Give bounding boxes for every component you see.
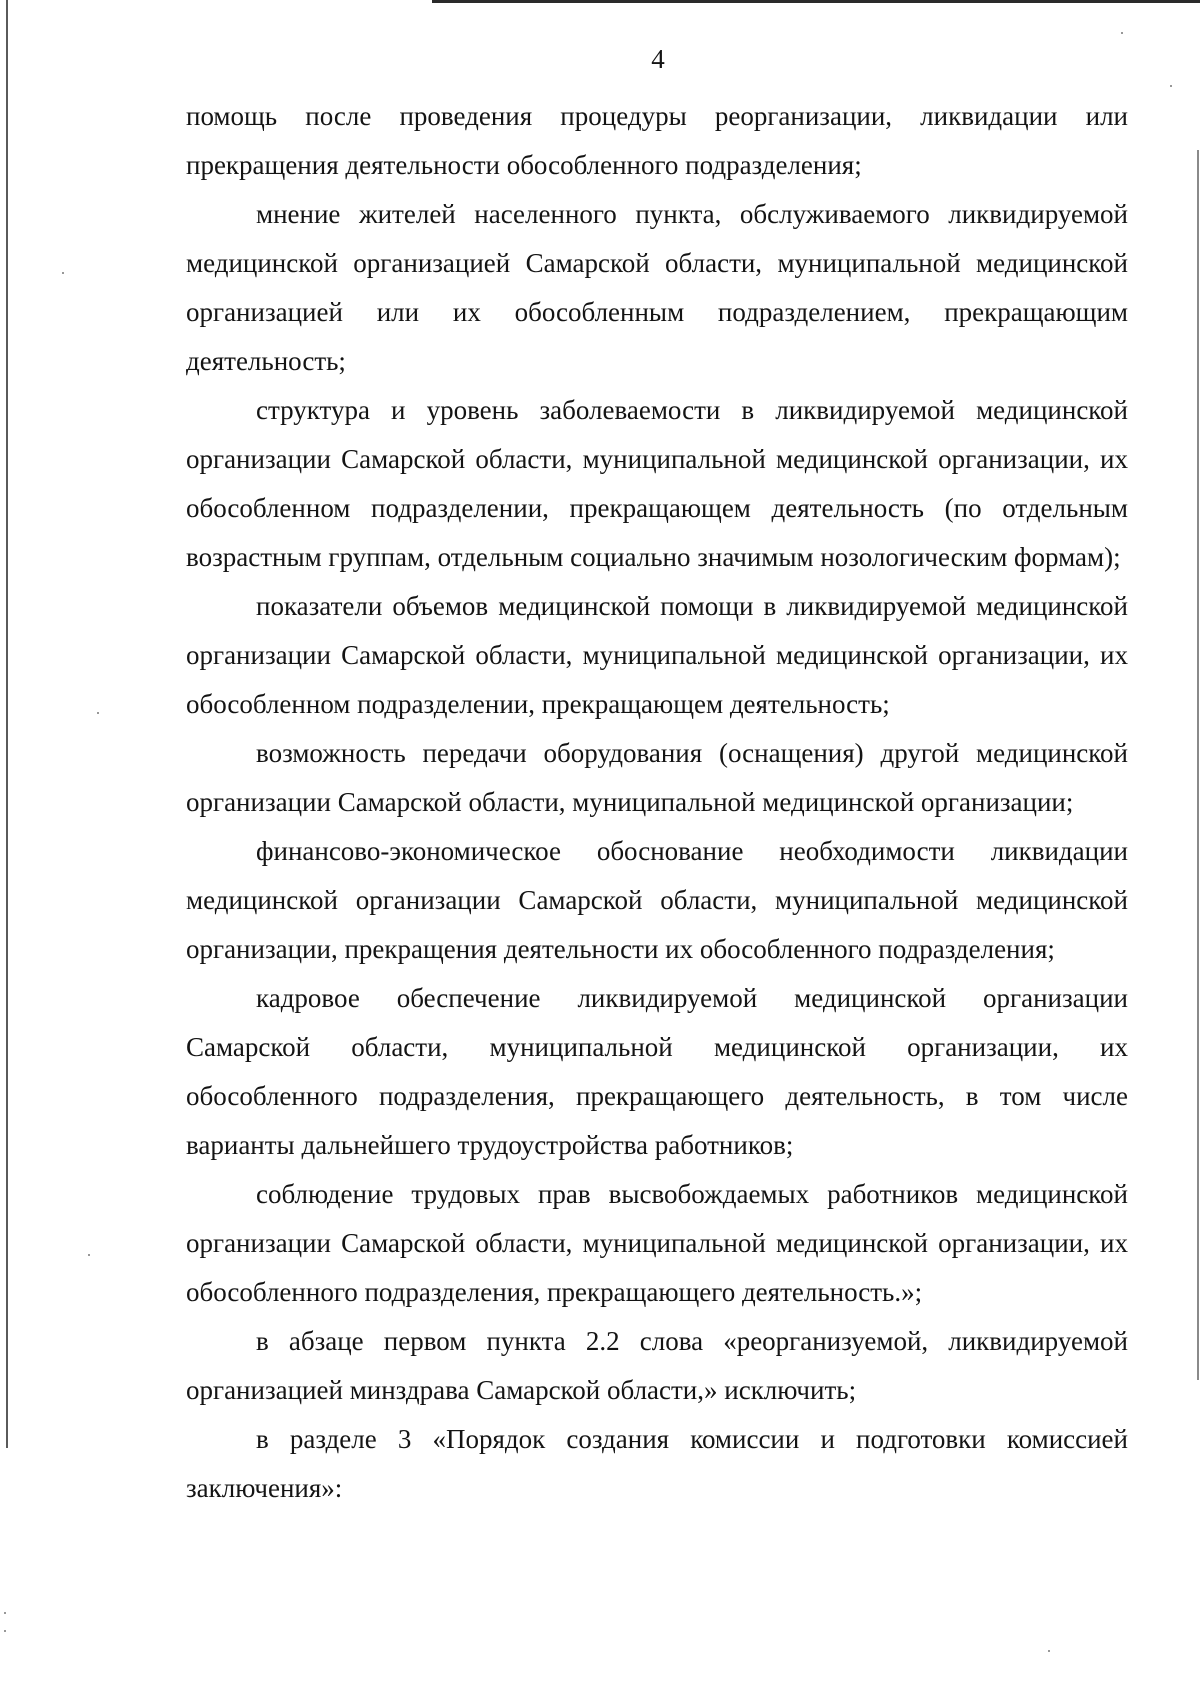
paragraph-care-volume-indicators: показатели объемов медицинской помощи в ликвидируемой медицинской организации Самарской области, муниципальной медицинской организации, их обособленном подразделении, прекращающем деятельность; bbox=[186, 591, 1128, 719]
scan-left-edge bbox=[6, 0, 8, 1448]
scan-speck bbox=[1048, 1650, 1050, 1652]
scan-speck bbox=[4, 1630, 6, 1632]
scan-speck bbox=[1170, 85, 1172, 87]
paragraph-staffing: кадровое обеспечение ликвидируемой медицинской организации Самарской области, муниципальной медицинской организации, их обособленного подразделения, прекращающего деятельность, в том числе варианты дальнейшего трудоустройства работников; bbox=[186, 983, 1128, 1160]
paragraph-section-3-intro: в разделе 3 «Порядок создания комиссии и подготовки комиссией заключения»: bbox=[186, 1424, 1128, 1503]
paragraph-clause-2-2-amendment: в абзаце первом пункта 2.2 слова «реорганизуемой, ликвидируемой организацией минздрава Самарской области,» исключить; bbox=[186, 1326, 1128, 1405]
paragraph-equipment-transfer: возможность передачи оборудования (оснащения) другой медицинской организации Самарской области, муниципальной медицинской организации; bbox=[186, 738, 1128, 817]
scan-speck bbox=[4, 1612, 6, 1614]
paragraph-morbidity-structure: структура и уровень заболеваемости в ликвидируемой медицинской организации Самарской области, муниципальной медицинской организации, их обособленном подразделении, прекращающем деятельность (по отдельным возрастным группам, отдельным социально значимым нозологическим формам); bbox=[186, 395, 1128, 572]
paragraph-labor-rights: соблюдение трудовых прав высвобождаемых работников медицинской организации Самарской области, муниципальной медицинской организации, их обособленного подразделения, прекращающего деятельность.»; bbox=[186, 1179, 1128, 1307]
scan-speck bbox=[62, 272, 64, 274]
scan-speck bbox=[1121, 32, 1123, 34]
scan-right-edge bbox=[1197, 150, 1199, 1380]
scan-top-edge bbox=[432, 0, 1200, 3]
paragraph-continuation: помощь после проведения процедуры реорганизации, ликвидации или прекращения деятельности обособленного подразделения; bbox=[186, 101, 1128, 180]
document-body bbox=[186, 92, 1128, 1513]
paragraph-financial-justification: финансово-экономическое обоснование необходимости ликвидации медицинской организации Самарской области, муниципальной медицинской организации, прекращения деятельности их обособленного подразделения; bbox=[186, 836, 1128, 964]
scan-speck bbox=[88, 1254, 90, 1256]
page-number: 4 bbox=[651, 44, 665, 74]
paragraph-residents-opinion: мнение жителей населенного пункта, обслуживаемого ликвидируемой медицинской организацией Самарской области, муниципальной медицинской организацией или их обособленным подразделением, прекращающим деятельность; bbox=[186, 199, 1128, 376]
scan-speck bbox=[97, 712, 99, 714]
